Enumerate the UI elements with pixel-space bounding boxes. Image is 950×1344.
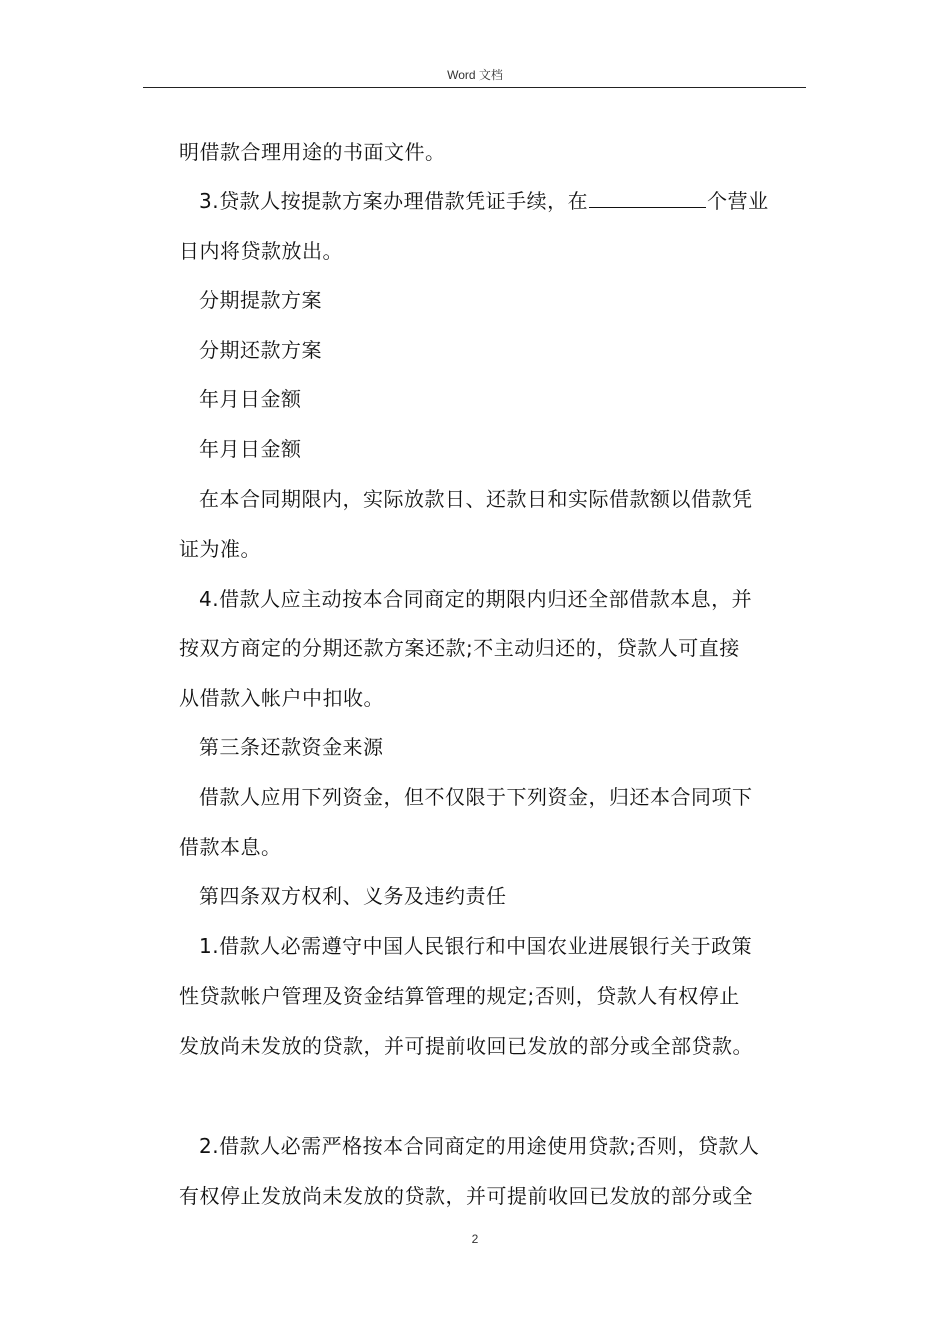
- body-line: 2.借款人必需严格按本合同商定的用途使用贷款;否则，贷款人: [199, 1134, 760, 1158]
- section-heading: 第四条双方权利、义务及违约责任: [199, 884, 507, 908]
- body-line: 性贷款帐户管理及资金结算管理的规定;否则，贷款人有权停止: [179, 984, 740, 1008]
- body-line-text: 个营业: [707, 189, 769, 213]
- body-line: 从借款入帐户中扣收。: [179, 686, 384, 710]
- body-line: [199, 187, 769, 215]
- body-line: 借款本息。: [179, 835, 282, 859]
- body-line: 4.借款人应主动按本合同商定的期限内归还全部借款本息，并: [199, 587, 753, 611]
- body-line: 分期提款方案: [199, 288, 322, 312]
- body-line-text: 3.贷款人按提款方案办理借款凭证手续，在: [199, 189, 589, 213]
- body-line: 借款人应用下列资金，但不仅限于下列资金，归还本合同项下: [199, 785, 753, 809]
- page-number: 2: [471, 1232, 479, 1246]
- body-line: 分期还款方案: [199, 338, 322, 362]
- body-line: 日内将贷款放出。: [179, 239, 343, 263]
- body-line: 年月日金额: [199, 437, 302, 461]
- body-line: 发放尚未发放的贷款，并可提前收回已发放的部分或全部贷款。: [179, 1034, 753, 1058]
- body-line: 明借款合理用途的书面文件。: [179, 140, 446, 164]
- section-heading: 第三条还款资金来源: [199, 735, 384, 759]
- body-line: 证为准。: [179, 537, 261, 561]
- body-line: 1.借款人必需遵守中国人民银行和中国农业进展银行关于政策: [199, 934, 753, 958]
- body-line: 年月日金额: [199, 387, 302, 411]
- body-line: 有权停止发放尚未发放的贷款，并可提前收回已发放的部分或全: [179, 1184, 753, 1208]
- page-header: Word 文档: [447, 68, 503, 82]
- body-line: 按双方商定的分期还款方案还款;不主动归还的，贷款人可直接: [179, 636, 740, 660]
- header-divider: [143, 87, 806, 88]
- body-line: 在本合同期限内，实际放款日、还款日和实际借款额以借款凭: [199, 487, 753, 511]
- fill-in-blank: [589, 187, 706, 208]
